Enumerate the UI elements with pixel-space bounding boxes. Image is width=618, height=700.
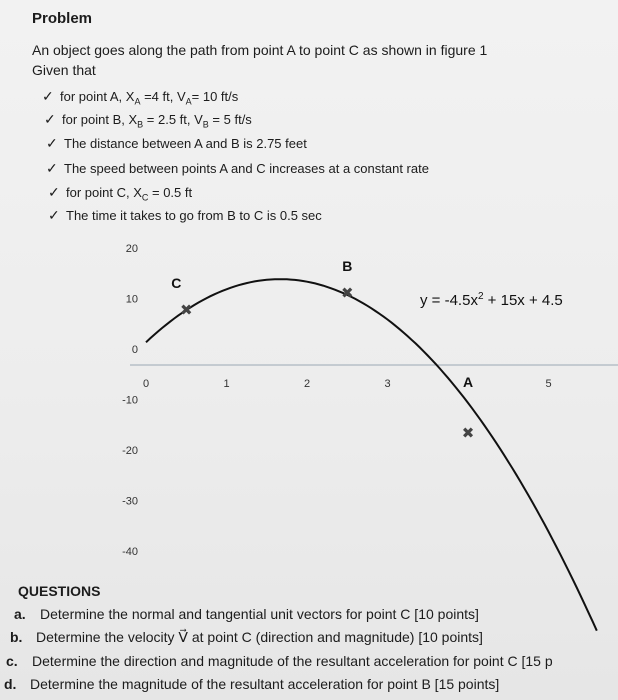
x-tick-label: 2 [303,378,311,390]
y-tick-label: 10 [125,293,138,306]
path-graph [0,243,618,580]
question-b [10,629,483,646]
given-item-time: ✓ The time it takes to go from B to C is 0.5 sec [48,207,322,223]
x-tick-label: 0 [142,378,150,390]
given-item-point-a: ✓ for point A, $X_A =4$ ft, $V_A= 10$ ft/s [42,88,239,107]
checkmark-icon: ✓ [48,207,60,223]
trajectory-curve [146,279,597,631]
problem-intro: An object goes along the path from point A to point C as shown in figure 1 [32,42,488,58]
problem-title: Problem [32,10,93,27]
x-tick-label: 5 [545,378,552,390]
question-a [14,606,479,622]
question-text: Determine the direction and magnitude of the resultant acceleration for point C [15 p [32,653,553,669]
given-item-speed: ✓ The speed between points A and C increases at a constant rate [46,160,429,176]
checkmark-icon: ✓ [44,111,56,127]
y-tick-label: -40 [122,546,138,558]
x-tick-label: 3 [384,378,391,390]
question-letter: a. [14,606,26,622]
point-marker-c: ✖ [179,301,193,320]
y-tick-label: 20 [125,243,138,255]
checkmark-icon: ✓ [42,88,54,104]
x-tick-label: 1 [223,378,230,390]
given-item-point-c: ✓ for point C, $X_C = 0.5$ ft [48,184,193,203]
point-marker-b: ✖ [340,284,354,303]
y-tick-label: 0 [131,344,138,356]
given-item-point-b: ✓ for point B, $X_B = 2.5$ ft, $V_B = 5$ ft/s [44,111,252,130]
given-item-distance: ✓ The distance between A and B is 2.75 feet [46,135,307,151]
question-text: Determine the velocity V⃗ at point C (direction and magnitude) [10 points] [36,629,483,645]
question-letter: c. [6,653,18,669]
question-c [6,653,553,669]
checkmark-icon: ✓ [46,135,58,151]
point-label-a: A [462,374,474,390]
y-tick-label: -20 [122,445,138,457]
point-marker-a: ✖ [461,423,475,442]
question-text: Determine the normal and tangential unit vectors for point C [10 points] [40,606,479,622]
point-label-b: B [342,258,353,275]
question-letter: b. [10,629,23,645]
y-tick-label: -10 [122,394,138,407]
checkmark-icon: ✓ [46,160,58,176]
equation-label: $y = -4.5x^2 + 15x + 4.5$ [420,291,563,309]
given-label: Given that [32,62,96,78]
questions-header: QUESTIONS [18,583,101,599]
question-d [4,676,499,692]
question-letter: d. [4,676,17,692]
checkmark-icon: ✓ [48,184,60,200]
point-label-c: C [171,275,182,292]
question-text: Determine the magnitude of the resultant acceleration for point B [15 points] [30,676,500,692]
y-tick-label: -30 [122,495,138,508]
